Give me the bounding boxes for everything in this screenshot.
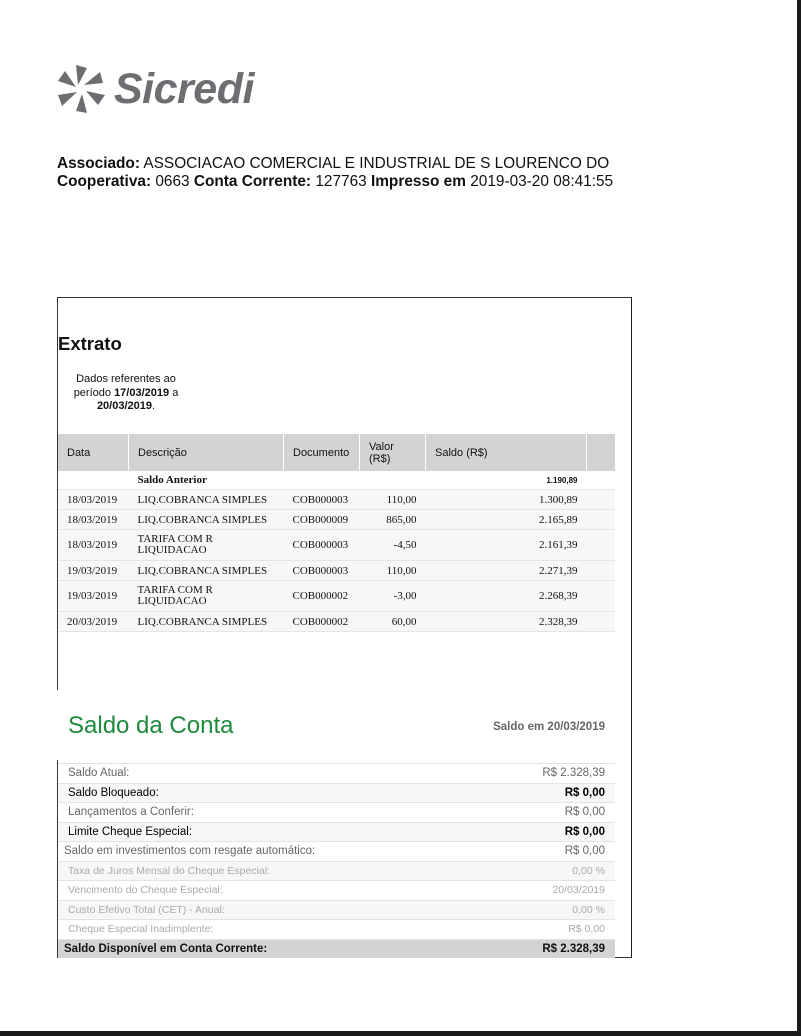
- row-documento: COB000009: [284, 510, 360, 530]
- row-descricao: LIQ.COBRANCA SIMPLES: [129, 510, 284, 530]
- row-blank: [587, 510, 616, 530]
- balance-value: R$ 2.328,39: [542, 942, 605, 955]
- extrato-title: Extrato: [58, 333, 122, 354]
- associado-value: ASSOCIACAO COMERCIAL E INDUSTRIAL DE S LOURENCO DO: [143, 155, 610, 172]
- sicredi-logo: [56, 62, 254, 116]
- table-row: [58, 490, 615, 510]
- saldo-conta-title: Saldo da Conta: [68, 712, 234, 739]
- conta-value: 127763: [315, 173, 367, 190]
- periodo-end: 20/03/2019: [96, 400, 152, 412]
- periodo-line1: Dados referentes ao: [76, 373, 176, 385]
- row-descricao: LIQ.COBRANCA SIMPLES: [129, 490, 284, 510]
- row-descricao-line1: TARIFA COM R: [137, 533, 213, 545]
- row-documento: COB000003: [284, 530, 360, 561]
- table-row: [58, 581, 615, 612]
- impresso-label: Impresso em: [370, 173, 466, 190]
- col-header-valor-line2: (R$): [369, 452, 391, 465]
- cooperativa-value: 0663: [155, 173, 190, 190]
- row-descricao-line1: TARIFA COM R: [137, 584, 213, 596]
- col-header-data: Data: [58, 434, 129, 471]
- table-row: [58, 530, 615, 561]
- row-blank: [587, 581, 616, 612]
- periodo-prefix: período: [73, 386, 111, 399]
- balance-label: Vencimento do Cheque Especial:: [68, 884, 223, 897]
- balance-row-taxa-juros: [58, 861, 615, 881]
- balance-label: Taxa de Juros Mensal do Cheque Especial:: [68, 864, 270, 877]
- table-row: [58, 561, 615, 581]
- table-row: [58, 612, 615, 632]
- periodo-mid: a: [172, 386, 179, 399]
- balance-value: 0,00 %: [572, 864, 605, 877]
- row-blank: [587, 490, 616, 510]
- balance-label: Saldo Atual:: [68, 767, 130, 780]
- balance-row-saldo-disponivel: [58, 939, 615, 959]
- row-data: 18/03/2019: [58, 530, 129, 561]
- row-saldo: 2.328,39: [426, 612, 587, 632]
- balance-label: Custo Efetivo Total (CET) - Anual:: [68, 903, 225, 916]
- balance-row-lancamentos: [58, 802, 615, 822]
- balance-row-limite-cheque: [58, 822, 615, 842]
- balance-value: R$ 0,00: [564, 825, 605, 838]
- balance-label: Limite Cheque Especial:: [68, 825, 193, 838]
- account-header: [57, 155, 613, 191]
- balance-label: Cheque Especial Inadimplente:: [68, 923, 214, 936]
- col-header-descricao: Descrição: [129, 434, 284, 471]
- extrato-table: [58, 434, 615, 632]
- col-header-valor-line1: Valor: [369, 440, 394, 453]
- balance-row-vencimento: [58, 880, 615, 900]
- conta-label: Conta Corrente:: [193, 173, 312, 190]
- row-data: 19/03/2019: [58, 561, 129, 581]
- balance-label: Saldo em investimentos com resgate automático:: [64, 845, 316, 858]
- row-valor: 60,00: [360, 612, 426, 632]
- balance-value: R$ 0,00: [564, 786, 605, 799]
- balance-value: R$ 0,00: [568, 923, 605, 936]
- page-edge-right: [797, 0, 801, 1036]
- row-documento: COB000002: [284, 581, 360, 612]
- balance-label: Lançamentos a Conferir:: [68, 806, 194, 819]
- row-data: 18/03/2019: [58, 490, 129, 510]
- balance-row-saldo-bloqueado: [58, 783, 615, 803]
- row-documento: COB000003: [284, 490, 360, 510]
- col-header-documento: Documento: [284, 434, 360, 471]
- row-data: 18/03/2019: [58, 510, 129, 530]
- saldo-em-date: Saldo em 20/03/2019: [493, 721, 605, 733]
- row-documento: COB000002: [284, 612, 360, 632]
- col-header-valor: [360, 434, 426, 471]
- balance-label: Saldo Disponível em Conta Corrente:: [64, 942, 268, 955]
- row-valor: 110,00: [360, 490, 426, 510]
- row-descricao: LIQ.COBRANCA SIMPLES: [129, 561, 284, 581]
- row-data: 19/03/2019: [58, 581, 129, 612]
- balance-row-inadimplente: [58, 919, 615, 939]
- balance-row-investimentos: [58, 841, 615, 861]
- row-saldo: 2.268,39: [426, 581, 587, 612]
- row-valor: -3,00: [360, 581, 426, 612]
- row-documento: COB000003: [284, 561, 360, 581]
- periodo-info: [70, 373, 182, 414]
- row-descricao: [129, 581, 284, 612]
- row-blank: [587, 612, 616, 632]
- cooperativa-label: Cooperativa:: [57, 173, 152, 190]
- row-valor: 110,00: [360, 561, 426, 581]
- row-data: 20/03/2019: [58, 612, 129, 632]
- row-valor: -4,50: [360, 530, 426, 561]
- row-descricao: [129, 530, 284, 561]
- balance-value: R$ 2.328,39: [542, 767, 605, 780]
- saldo-anterior-label: Saldo Anterior: [129, 471, 426, 490]
- row-saldo: 2.271,39: [426, 561, 587, 581]
- row-descricao-line2: LIQUIDACAO: [137, 544, 207, 556]
- page-edge-bottom: [0, 1031, 801, 1036]
- row-descricao-line2: LIQUIDACAO: [137, 595, 207, 607]
- col-header-saldo: Saldo (R$): [426, 434, 587, 471]
- saldo-anterior-value: 1.190,89: [426, 471, 587, 490]
- row-blank: [587, 561, 616, 581]
- balance-label: Saldo Bloqueado:: [68, 786, 159, 799]
- box-border-gap: [56, 690, 59, 760]
- row-saldo: 2.161,39: [426, 530, 587, 561]
- balance-value: R$ 0,00: [564, 806, 605, 819]
- balance-summary: [58, 763, 615, 958]
- row-saldo: 1.300,89: [426, 490, 587, 510]
- saldo-anterior-blank: [587, 471, 616, 490]
- balance-value: 0,00 %: [572, 903, 605, 916]
- col-header-blank: [587, 434, 616, 471]
- row-valor: 865,00: [360, 510, 426, 530]
- balance-row-saldo-atual: [58, 763, 615, 783]
- row-saldo: 2.165,89: [426, 510, 587, 530]
- impresso-value: 2019-03-20 08:41:55: [470, 173, 614, 190]
- saldo-anterior-row: [58, 471, 615, 490]
- balance-value: R$ 0,00: [564, 845, 605, 858]
- saldo-anterior-empty: [58, 471, 129, 490]
- table-header-row: [58, 434, 615, 471]
- periodo-end-punct: .: [152, 400, 156, 412]
- balance-row-cet: [58, 900, 615, 920]
- table-row: [58, 510, 615, 530]
- row-descricao: LIQ.COBRANCA SIMPLES: [129, 612, 284, 632]
- brand-name: Sicredi: [114, 64, 254, 113]
- periodo-start: 17/03/2019: [114, 386, 170, 399]
- associado-label: Associado:: [57, 155, 140, 172]
- balance-value: 20/03/2019: [552, 884, 605, 897]
- row-blank: [587, 530, 616, 561]
- sicredi-pinwheel-icon: [56, 63, 106, 115]
